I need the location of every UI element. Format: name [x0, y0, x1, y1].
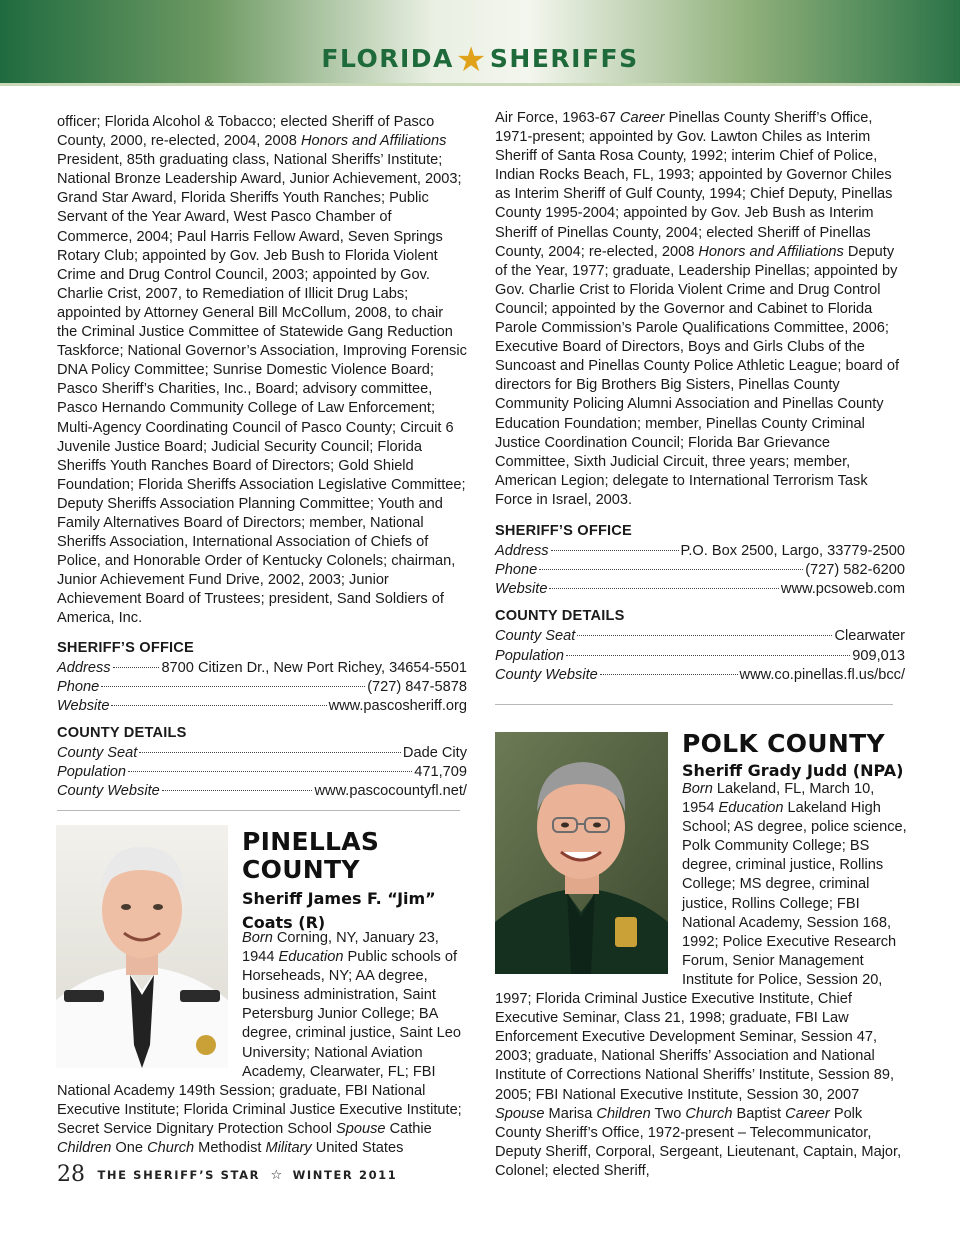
detail-value: www.pascosheriff.org	[328, 697, 467, 714]
dot-leader	[549, 588, 778, 589]
right-section-divider	[495, 704, 893, 705]
detail-value: www.pascocountyfl.net/	[314, 783, 467, 800]
detail-label: Phone	[495, 562, 538, 579]
bio-text: Cathie	[385, 1120, 432, 1137]
portrait-float-spacer	[57, 929, 242, 1078]
dot-leader	[539, 569, 803, 570]
detail-label: County Seat	[495, 628, 576, 645]
bio-text: One	[111, 1140, 148, 1157]
detail-row	[57, 763, 467, 782]
detail-row	[495, 561, 905, 580]
detail-label: County Seat	[57, 745, 138, 761]
detail-value: 471,709	[414, 764, 467, 781]
bio-text: Two	[650, 1105, 686, 1122]
bio-text: Air Force, 1963-67	[495, 110, 620, 126]
detail-value: 8700 Citizen Dr., New Port Richey, 34654-5501	[161, 659, 467, 676]
dot-leader	[600, 674, 738, 675]
pinellas-county-name-line1: PINELLAS	[242, 827, 380, 856]
polk-county-heading-block	[682, 730, 907, 782]
detail-row	[57, 782, 467, 801]
bio-label: Military	[265, 1140, 312, 1157]
detail-label: Population	[57, 764, 126, 781]
detail-row	[495, 666, 905, 685]
detail-row	[57, 678, 467, 697]
detail-value: Dade City	[402, 745, 467, 761]
detail-row	[495, 580, 905, 599]
bio-label: Church	[685, 1105, 733, 1122]
bio-label: Education	[278, 949, 344, 966]
detail-value: Clearwater	[834, 628, 905, 645]
pinellas-bio-continuation	[495, 109, 905, 510]
pinellas-sheriff-name-line1: Sheriff James F. “Jim”	[242, 889, 436, 908]
detail-value: (727) 582-6200	[805, 562, 905, 579]
masthead-word-florida: FLORIDA	[321, 44, 454, 73]
polk-bio-wrap	[495, 780, 907, 1181]
detail-row	[57, 659, 467, 678]
bio-label: Career	[785, 1105, 830, 1122]
left-column	[57, 113, 467, 801]
right-column	[495, 109, 905, 685]
detail-row	[495, 627, 905, 646]
pinellas-county-heading-block	[242, 828, 467, 934]
bio-label: Spouse	[495, 1105, 545, 1122]
masthead-title	[0, 40, 960, 80]
masthead-word-sheriffs: SHERIFFS	[489, 44, 639, 73]
page-number: 28	[57, 1162, 85, 1187]
detail-label: Address	[495, 543, 549, 560]
detail-row	[57, 697, 467, 716]
detail-label: Phone	[57, 678, 100, 695]
dot-leader	[111, 705, 326, 706]
bio-label: Children	[57, 1140, 112, 1157]
detail-label: Website	[57, 697, 110, 714]
bio-text: Baptist	[732, 1105, 786, 1122]
bio-label: Church	[147, 1140, 195, 1157]
pinellas-office-details	[495, 542, 905, 599]
dot-leader	[113, 667, 160, 668]
bio-text: Polk County Sheriff’s Office, 1972-present – Telecommunicator, Deputy Sheriff, Corporal, Sergeant, Lieutenant, Captain, Major, Colonel; elected Sheriff,	[495, 1105, 902, 1179]
bio-label: Born	[682, 781, 713, 797]
pinellas-bio-wrap	[57, 929, 467, 1158]
bio-label: Children	[596, 1105, 651, 1122]
detail-row	[495, 647, 905, 666]
detail-row	[57, 744, 467, 763]
dot-leader	[128, 771, 412, 772]
pasco-office-details	[57, 659, 467, 716]
detail-label: County Website	[57, 783, 160, 800]
pinellas-county-name-line2: COUNTY	[242, 855, 360, 884]
bio-text: Corning, NY, January 23, 1944	[242, 930, 439, 966]
page-footer	[57, 1162, 397, 1190]
detail-value: P.O. Box 2500, Largo, 33779-2500	[680, 543, 905, 560]
detail-value: (727) 847-5878	[367, 678, 467, 695]
dot-leader	[162, 790, 313, 791]
bio-text: United States	[311, 1140, 404, 1157]
pasco-sheriffs-office-heading: SHERIFF’S OFFICE	[57, 639, 194, 656]
bio-text: Pinellas County Sheriff’s Office, 1971-present; appointed by Gov. Lawton Chiles as Interim Sheriff of Santa Rosa County, 1992; interim Chief of Police, Indian Rocks Beach, FL, 1993; appointed by Governor Chiles as Interim Sheriff of Gulf County, 1994; Chief Deputy, Pinellas County 1995-2004; appointed by Gov. Jeb Bush as Interim Sheriff of Pinellas County, 2004; elected Sheriff of Pinellas County, 2004; re-elected, 2008	[495, 110, 893, 260]
dot-leader	[101, 686, 365, 687]
detail-label: Population	[495, 647, 564, 664]
detail-row	[495, 542, 905, 561]
dot-leader	[551, 550, 679, 551]
pasco-county-details	[57, 744, 467, 801]
bio-text: officer; Florida Alcohol & Tobacco; elected Sheriff of Pasco County, 2000, re-elected, 2004, 2008	[57, 114, 435, 150]
bio-text: Marisa	[544, 1105, 597, 1122]
bio-text: Public schools of Horseheads, NY; AA degree, business administration, Saint Petersburg Junior College; BA degree, criminal justice, Saint Leo University; National Aviation Academy, Clearwater, FL; FBI National Academy 149th Session; graduate, FBI National Executive Institute; Florida Criminal Justice Executive Institute; Secret Service Dignitary Protection School	[57, 949, 462, 1137]
publication-name: THE SHERIFF’S STAR	[97, 1168, 261, 1182]
issue-date: WINTER 2011	[292, 1168, 398, 1182]
detail-value: www.pcsoweb.com	[780, 581, 905, 598]
bio-label: Education	[718, 800, 784, 817]
footer-star-icon: ☆	[270, 1167, 283, 1182]
bio-label: Born	[242, 930, 273, 946]
polk-sheriff-name: Sheriff Grady Judd (NPA)	[682, 761, 904, 780]
star-icon: ★	[455, 40, 488, 80]
polk-county-name: POLK COUNTY	[682, 729, 885, 758]
detail-label: Address	[57, 659, 111, 676]
detail-value: www.co.pinellas.fl.us/bcc/	[739, 666, 905, 683]
detail-label: Website	[495, 581, 548, 598]
pinellas-county-details-heading: COUNTY DETAILS	[495, 608, 625, 625]
pinellas-county-details	[495, 627, 905, 684]
pinellas-sheriff-name-line2: Coats (R)	[242, 913, 326, 932]
bio-label: Honors and Affiliations	[300, 133, 447, 150]
detail-value: 909,013	[852, 647, 905, 664]
pasco-bio-continuation	[57, 113, 467, 629]
left-section-divider	[57, 810, 460, 811]
pinellas-sheriffs-office-heading: SHERIFF’S OFFICE	[495, 522, 632, 539]
polk-portrait-float-spacer	[495, 780, 682, 990]
bio-text: President, 85th graduating class, National Sheriffs’ Institute; National Bronze Leadership Award, Junior Achievement, 2003; Grand Star Award, Florida Sheriffs Youth Ranches; Public Servant of the Year Award, West Pasco Chamber of Commerce, 2004; Paul Harris Fellow Award, Seven Springs Rotary Club; appointed by Gov. Jeb Bush to Florida Violent Crime and Drug Control Council, 2003; appointed by Gov. Charlie Crist, 2007, to Remediation of Illicit Drug Labs; appointed by Attorney General Bill McCollum, 2008, to chair the Criminal Justice Committee of Statewide Gang Reduction Taskforce; National Governor’s Association, Improving Forensic DNA Policy Committee; Sunrise Domestic Violence Board; Pasco Sheriff’s Charities, Inc., Board; advisory committee, Pasco Hernando Community College of Law Enforcement; Multi-Agency Coordinating Council of Pasco County; Circuit 6 Juvenile Justice Board; Judicial Security Council; Florida Sheriffs Youth Ranches Board of Directors; Gold Shield Foundation; Florida Sheriffs Association Legislative Committee; Deputy Sheriffs Association Planning Committee; Youth and Family Alternatives Board of Directors; member, National Sheriffs Association, International Association of Chiefs of Police, and Honorable Order of Kentucky Colonels; chairman, Junior Achievement Fund Drive, 2002, 2003; Junior Achievement Board of Trustees; president, Sand Soldiers of America, Inc.	[57, 152, 467, 627]
bio-label: Spouse	[336, 1120, 386, 1137]
bio-text: Methodist	[194, 1140, 266, 1157]
dot-leader	[566, 655, 850, 656]
masthead-banner	[0, 0, 960, 86]
bio-text: Lakeland High School; AS degree, police science, Polk Community College; BS degree, criminal justice, Rollins College; MS degree, criminal justice, Rollins College; FBI National Academy, Session 168, 1992; Police Executive Research Forum, Senior Management Institute for Police, Session 20, 1997; Florida Criminal Justice Executive Institute, Chief Executive Seminar, Class 21, 1998; graduate, FBI Law Enforcement Executive Development Seminar, Session 47, 2003; graduate, National Sheriffs’ Association and National Institute of Corrections National Sheriffs’ Institute, Session 89, 2005; FBI National Executive Institute, Session 30, 2007	[495, 800, 907, 1103]
dot-leader	[577, 635, 832, 636]
bio-label: Career	[619, 110, 665, 126]
pasco-county-details-heading: COUNTY DETAILS	[57, 724, 187, 741]
bio-label: Honors and Affiliations	[698, 243, 844, 260]
bio-text: Deputy of the Year, 1977; graduate, Leadership Pinellas; appointed by Gov. Charlie Crist to Florida Violent Crime and Drug Control Council; appointed by the Governor and Cabinet to Florida Parole Commission’s Parole Qualifications Committee, 2006; Executive Board of Directors, Boys and Girls Clubs of the Suncoast and Pinellas County Police Athletic League; board of directors for Big Brothers Big Sisters, Pinellas County Community Policing Alumni Association and Pinellas County Education Foundation; member, Pinellas County Criminal Justice Coordination Council; Florida Bar Grievance Committee, Sixth Judicial Circuit, three years; member, American Legion; delegate to International Terrorism Task Force in Israel, 2003.	[495, 243, 900, 508]
bio-text: Lakeland, FL, March 10, 1954	[682, 781, 875, 817]
detail-label: County Website	[495, 666, 598, 683]
dot-leader	[139, 752, 401, 753]
